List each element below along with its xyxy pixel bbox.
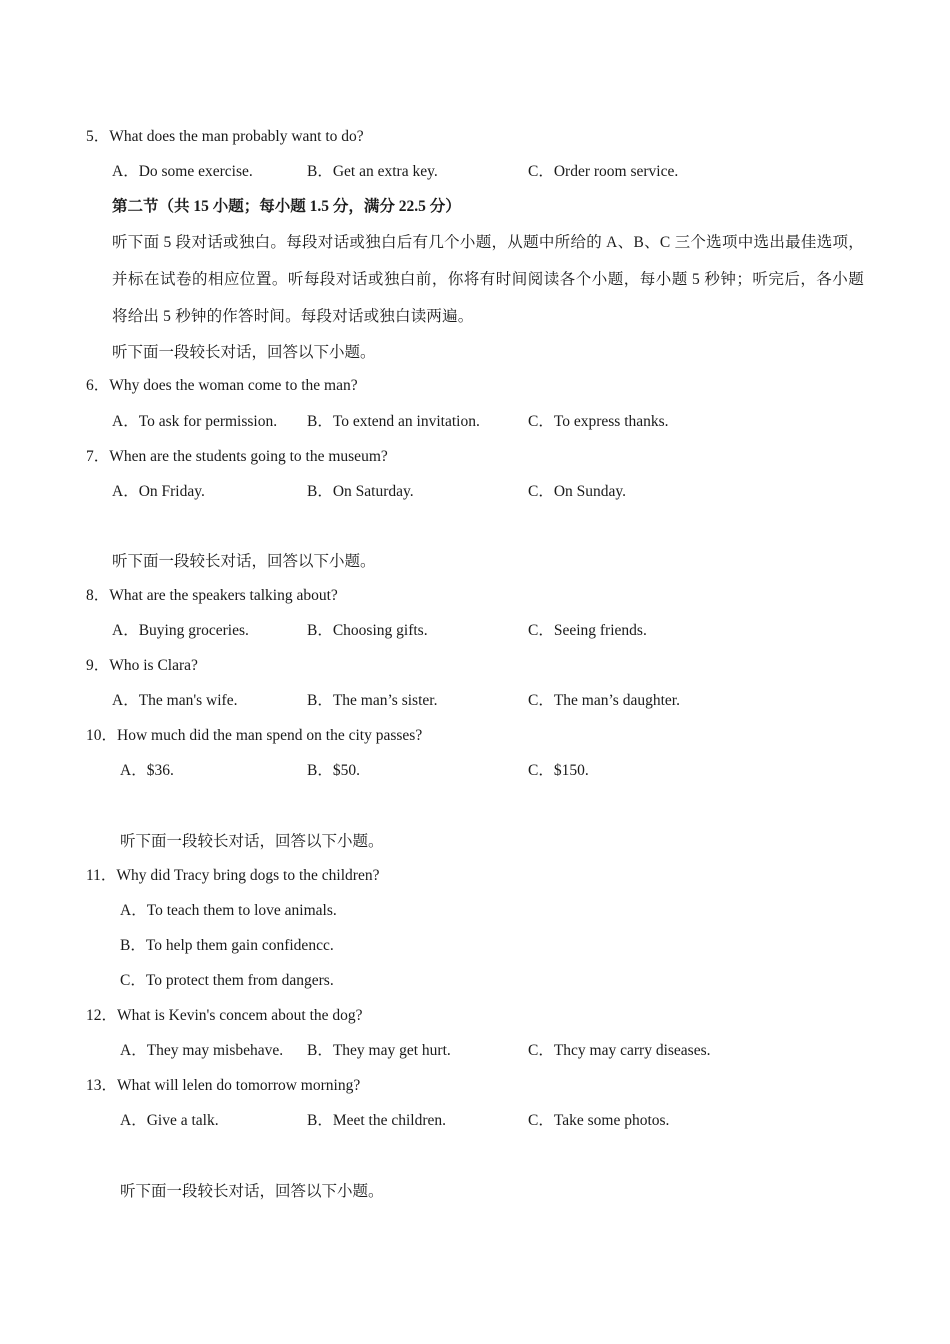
question-13-stem: 13．What will lelen do tomorrow morning? bbox=[86, 1077, 361, 1094]
question-7-stem: 7．When are the students going to the museum? bbox=[86, 448, 388, 465]
question-12-option-c[interactable]: C．Thcy may carry diseases. bbox=[528, 1042, 711, 1059]
question-8-option-a[interactable]: A．Buying groceries. bbox=[112, 622, 249, 639]
question-5-stem: 5．What does the man probably want to do? bbox=[86, 128, 364, 145]
question-13-option-b[interactable]: B．Meet the children. bbox=[307, 1112, 447, 1129]
question-11-option-c[interactable]: C．To protect them from dangers. bbox=[120, 972, 334, 989]
question-5-option-b[interactable]: B．Get an extra key. bbox=[307, 163, 438, 180]
question-12-option-a[interactable]: A．They may misbehave. bbox=[120, 1042, 284, 1059]
question-6-stem: 6．Why does the woman come to the man? bbox=[86, 377, 358, 394]
section-2-instructions: 听下面 5 段对话或独白。每段对话或独白后有几个小题，从题中所给的 A、B、C 三个选项中选出最佳选项，并标在试卷的相应位置。听每段对话或独白前，你将有时间阅读各个小题，每小题 5 秒钟；听完后，各小题将给出 5 秒钟的作答时间。每段对话或独白读两遍。 bbox=[112, 234, 864, 325]
section-2-heading: 第二节（共 15 小题；每小题 1.5 分，满分 22.5 分） bbox=[112, 198, 461, 215]
question-7-option-b[interactable]: B．On Saturday. bbox=[307, 483, 414, 500]
dialogue-intro-2: 听下面一段较长对话，回答以下小题。 bbox=[112, 553, 376, 570]
question-9-option-b[interactable]: B．The man’s sister. bbox=[307, 692, 438, 709]
question-12-option-b[interactable]: B．They may get hurt. bbox=[307, 1042, 451, 1059]
question-6-option-c[interactable]: C．To express thanks. bbox=[528, 413, 669, 430]
question-5-option-c[interactable]: C．Order room service. bbox=[528, 163, 679, 180]
question-9-option-a[interactable]: A．The man's wife. bbox=[112, 692, 238, 709]
question-9-stem: 9．Who is Clara? bbox=[86, 657, 198, 674]
dialogue-intro-1: 听下面一段较长对话，回答以下小题。 bbox=[112, 344, 376, 361]
question-11-option-b[interactable]: B．To help them gain confidencc. bbox=[120, 937, 334, 954]
question-6-option-a[interactable]: A．To ask for permission. bbox=[112, 413, 278, 430]
question-8-option-c[interactable]: C．Seeing friends. bbox=[528, 622, 647, 639]
question-6-option-b[interactable]: B．To extend an invitation. bbox=[307, 413, 480, 430]
question-10-option-b[interactable]: B．$50. bbox=[307, 762, 360, 779]
question-10-stem: 10．How much did the man spend on the city passes? bbox=[86, 727, 423, 744]
question-12-stem: 12．What is Kevin's concem about the dog? bbox=[86, 1007, 363, 1024]
question-10-option-a[interactable]: A．$36. bbox=[120, 762, 174, 779]
question-7-option-a[interactable]: A．On Friday. bbox=[112, 483, 205, 500]
question-10-option-c[interactable]: C．$150. bbox=[528, 762, 589, 779]
dialogue-intro-3: 听下面一段较长对话，回答以下小题。 bbox=[120, 833, 384, 850]
question-9-option-c[interactable]: C．The man’s daughter. bbox=[528, 692, 680, 709]
question-11-stem: 11．Why did Tracy bring dogs to the children? bbox=[86, 867, 380, 884]
question-7-option-c[interactable]: C．On Sunday. bbox=[528, 483, 627, 500]
question-11-option-a[interactable]: A．To teach them to love animals. bbox=[120, 902, 337, 919]
question-13-option-a[interactable]: A．Give a talk. bbox=[120, 1112, 219, 1129]
question-8-stem: 8．What are the speakers talking about? bbox=[86, 587, 338, 604]
dialogue-intro-4: 听下面一段较长对话，回答以下小题。 bbox=[120, 1183, 384, 1200]
question-8-option-b[interactable]: B．Choosing gifts. bbox=[307, 622, 428, 639]
question-13-option-c[interactable]: C．Take some photos. bbox=[528, 1112, 670, 1129]
question-5-option-a[interactable]: A．Do some exercise. bbox=[112, 163, 253, 180]
